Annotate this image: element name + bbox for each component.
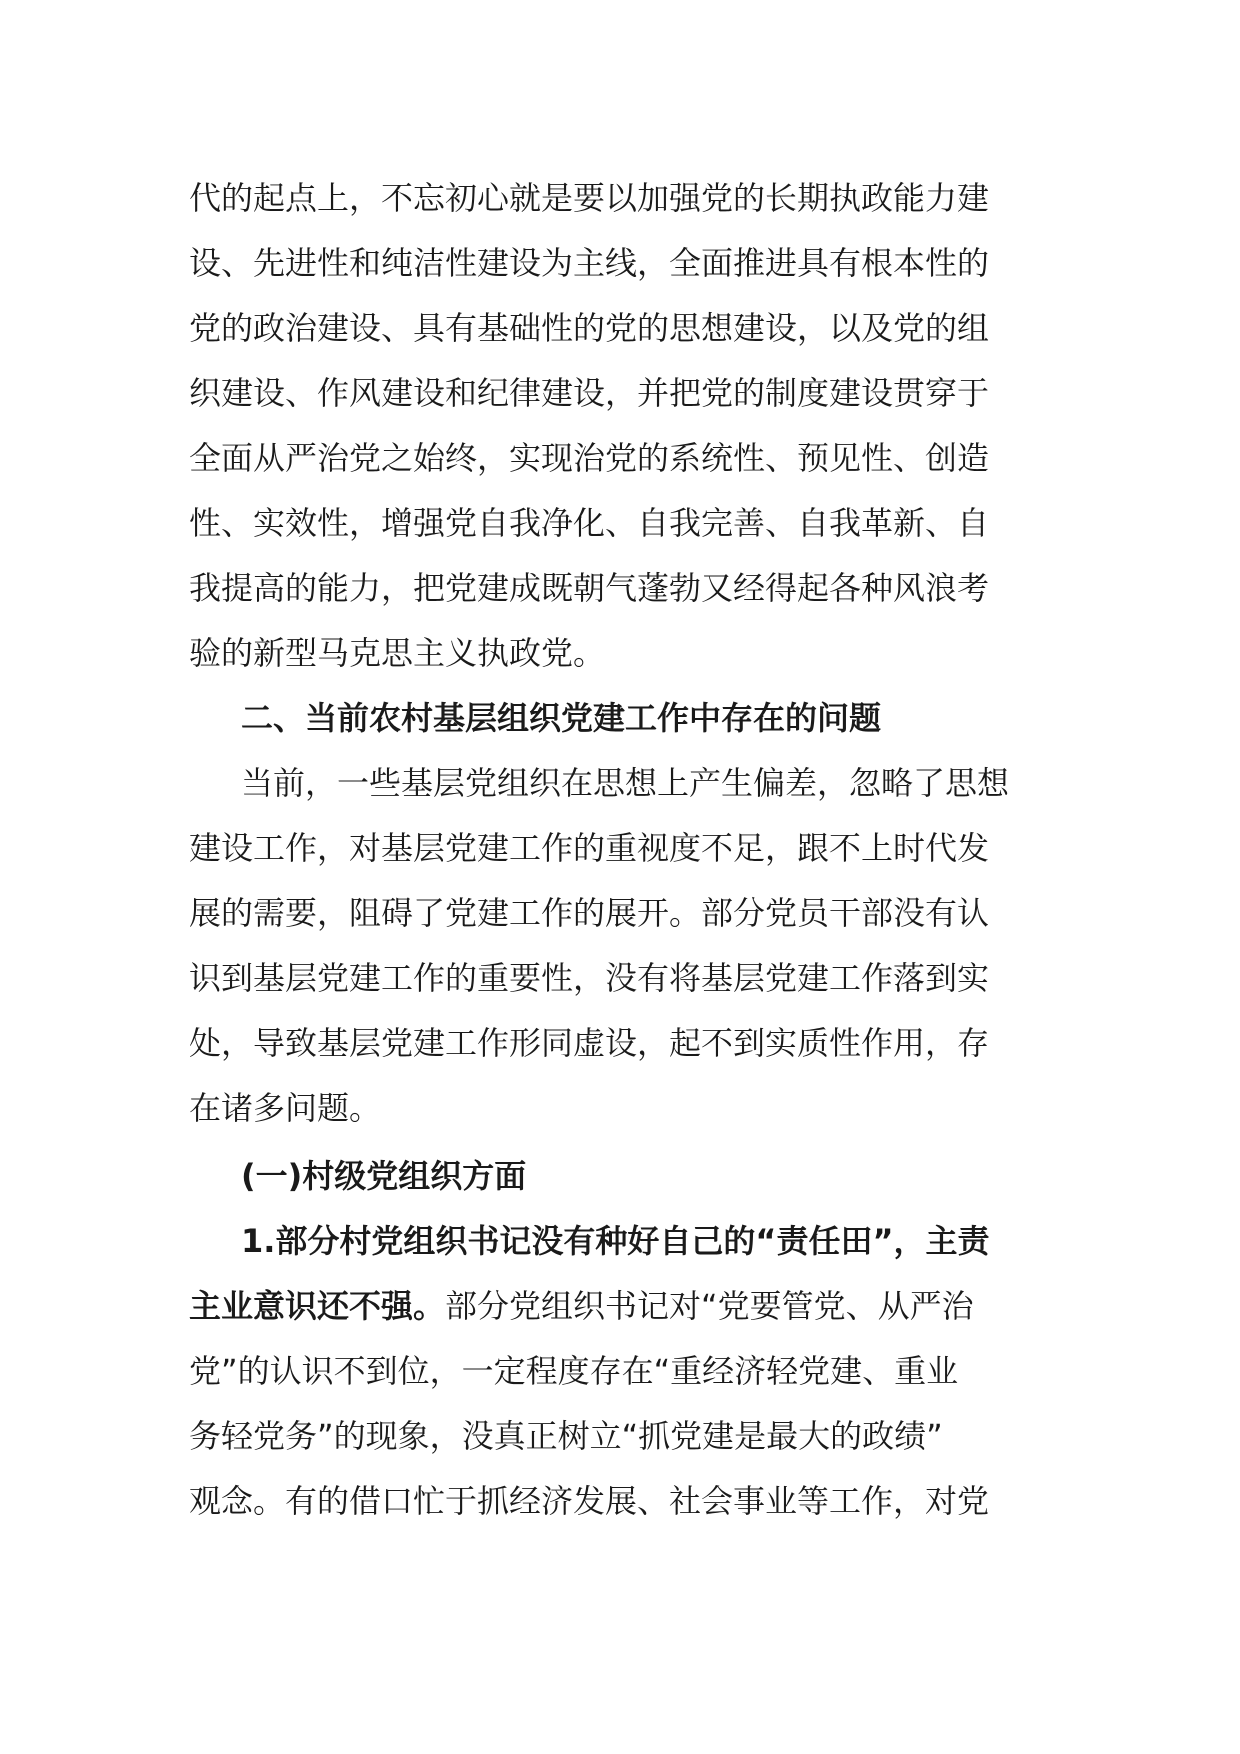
text-line: 党的政治建设、具有基础性的党的思想建设，以及党的组 xyxy=(189,309,990,347)
text-line: 务轻党务”的现象，没真正树立“抓党建是最大的政绩” xyxy=(189,1417,943,1455)
text-line: 性、实效性，增强党自我净化、自我完善、自我革新、自 xyxy=(189,504,990,542)
text-line: 我提高的能力，把党建成既朝气蓬勃又经得起各种风浪考 xyxy=(189,569,990,607)
text-line: 全面从严治党之始终，实现治党的系统性、预见性、创造 xyxy=(189,439,990,477)
text-line xyxy=(189,1274,1059,1339)
document-body xyxy=(189,166,1059,1534)
text-line: 处，导致基层党建工作形同虚设，起不到实质性作用，存 xyxy=(189,1024,990,1062)
text-line: 在诸多问题。 xyxy=(189,1089,382,1127)
item-heading-line: 1.部分村党组织书记没有种好自己的“责任田”，主责 xyxy=(241,1222,990,1260)
text-line: 织建设、作风建设和纪律建设，并把党的制度建设贯穿于 xyxy=(189,374,990,412)
text-line: 识到基层党建工作的重要性，没有将基层党建工作落到实 xyxy=(189,959,990,997)
text-line: 观念。有的借口忙于抓经济发展、社会事业等工作，对党 xyxy=(189,1482,990,1520)
text-line: 当前，一些基层党组织在思想上产生偏差，忽略了思想 xyxy=(241,764,1010,802)
subsection-heading: (一)村级党组织方面 xyxy=(241,1157,527,1195)
text-line: 党”的认识不到位，一定程度存在“重经济轻党建、重业 xyxy=(189,1352,959,1390)
paragraph-continuation xyxy=(189,166,1059,686)
text-line: 建设工作，对基层党建工作的重视度不足，跟不上时代发 xyxy=(189,829,990,867)
paragraph-problems-intro xyxy=(189,751,1059,1141)
text-line: 代的起点上，不忘初心就是要以加强党的长期执政能力建 xyxy=(189,179,990,217)
item-1-paragraph xyxy=(189,1209,1059,1534)
text-line: 验的新型马克思主义执政党。 xyxy=(189,634,606,672)
item-heading-continuation: 主业意识还不强。 xyxy=(189,1287,446,1325)
item-body-start: 部分党组织书记对“党要管党、从严治 xyxy=(445,1287,974,1325)
text-line: 设、先进性和纯洁性建设为主线，全面推进具有根本性的 xyxy=(189,244,990,282)
text-line: 展的需要，阻碍了党建工作的展开。部分党员干部没有认 xyxy=(189,894,990,932)
section-heading: 二、当前农村基层组织党建工作中存在的问题 xyxy=(241,699,882,737)
